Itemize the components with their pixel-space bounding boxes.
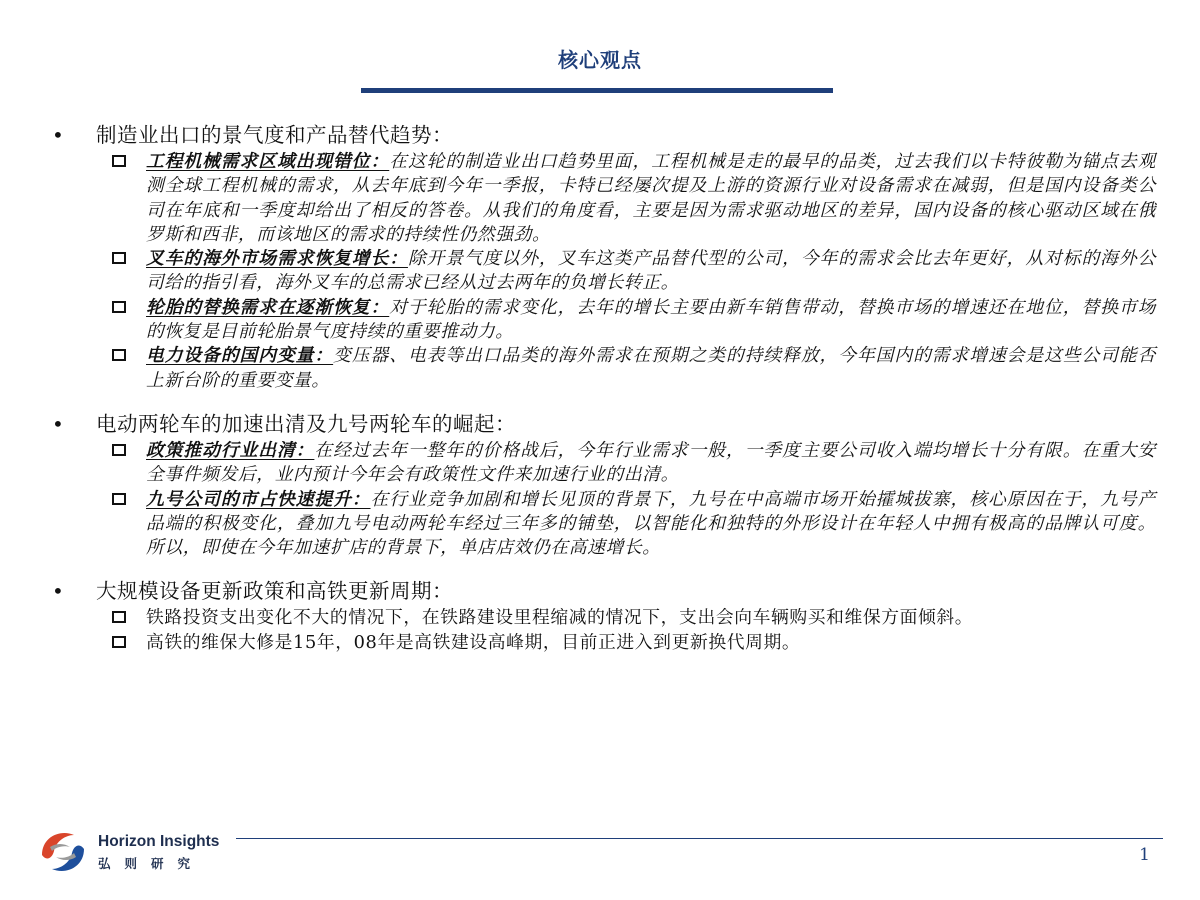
item-body: 变压器、电表等出口品类的海外需求在预期之类的持续释放，今年国内的需求增速会是这些公司能否上新台阶的重要变量。 [146,345,1156,391]
page-title: 核心观点 [558,48,642,72]
list-item [48,606,1156,630]
square-bullet-icon [112,349,126,361]
list-item [48,296,1156,345]
footer-logo [36,822,236,882]
title-underline [361,88,833,93]
horizon-logo-icon [36,825,90,879]
bullet-dot-icon: • [52,123,65,147]
square-bullet-icon [112,155,126,167]
item-lead: 电力设备的国内变量： [146,345,334,367]
square-bullet-icon [112,493,126,505]
section-equipment-renewal [48,576,1156,655]
item-body: 在这轮的制造业出口趋势里面，工程机械是走的最早的品类，过去我们以卡特彼勒为锚点去观测全球工程机械的需求，从去年底到今年一季报，卡特已经屡次提及上游的资源行业对设备需求在减弱，但是国内设备类公司在年底和一季度却给出了相反的答卷。从我们的角度看，主要是因为需求驱动地区的差异，国内设备的核心驱动区域在俄罗斯和西非，而该地区的需求的持续性仍然强劲。 [146,151,1156,245]
logo-text [98,833,219,872]
footer-divider [236,838,1163,839]
list-item-text [146,344,1156,393]
list-item-text [146,247,1156,296]
section-heading [48,409,1156,439]
item-lead: 叉车的海外市场需求恢复增长： [146,248,408,270]
section-heading-text: 大规模设备更新政策和高铁更新周期： [96,579,453,604]
item-lead: 轮胎的替换需求在逐渐恢复： [146,296,390,318]
square-bullet-icon [112,636,126,648]
item-lead: 政策推动行业出清： [146,439,315,461]
item-body: 对于轮胎的需求变化，去年的增长主要由新车销售带动，替换市场的增速还在地位，替换市场的恢复是目前轮胎景气度持续的重要推动力。 [146,296,1156,343]
section-heading-text: 制造业出口的景气度和产品替代趋势： [96,123,453,147]
item-body: 在经过去年一整年的价格战后，今年行业需求一般，一季度主要公司收入端均增长十分有限。在重大安全事件频发后，业内预计今年会有政策性文件来加速行业的出清。 [146,439,1156,486]
bullet-dot-icon: • [52,411,65,436]
section-manufacturing-export [48,120,1156,393]
list-item-text: 高铁的维保大修是15年，08年是高铁建设高峰期，目前正进入到更新换代周期。 [146,631,801,653]
list-item-text: 铁路投资支出变化不大的情况下，在铁路建设里程缩减的情况下，支出会向车辆购买和维保方面倾斜。 [146,607,974,629]
item-lead: 九号公司的市占快速提升： [146,488,371,510]
logo-chinese: 弘则研究 [98,856,205,871]
list-item-text [146,439,1156,488]
list-item [48,488,1156,561]
list-item [48,631,1156,655]
page-number: 1 [1139,845,1150,865]
item-body: 除开景气度以外，叉车这类产品替代型的公司，今年的需求会比去年更好，从对标的海外公司给的指引看，海外叉车的总需求已经从过去两年的负增长转正。 [146,248,1156,294]
square-bullet-icon [112,611,126,623]
list-item [48,344,1156,393]
list-item [48,247,1156,296]
section-heading-text: 电动两轮车的加速出清及九号两轮车的崛起： [96,411,516,436]
item-body: 在行业竞争加剧和增长见顶的背景下，九号在中高端市场开始攉城拔寨，核心原因在于，九号产品端的积极变化，叠加九号电动两轮车经过三年多的铺垫，以智能化和独特的外形设计在年轻人中拥有极高的品牌认可度。所以，即使在今年加速扩店的背景下，单店店效仍在高速增长。 [146,488,1157,559]
logo-english: Horizon Insights [98,832,220,850]
list-item-text [146,150,1156,247]
section-heading [48,120,1156,150]
bullet-dot-icon: • [52,579,65,604]
list-item [48,150,1156,247]
square-bullet-icon [112,444,126,456]
square-bullet-icon [112,252,126,264]
item-lead: 工程机械需求区域出现错位： [146,151,390,172]
content-area [48,120,1156,671]
square-bullet-icon [112,301,126,313]
section-heading [48,576,1156,606]
list-item-text [146,488,1156,561]
list-item-text [146,296,1156,345]
list-item [48,439,1156,488]
section-electric-two-wheeler [48,409,1156,560]
